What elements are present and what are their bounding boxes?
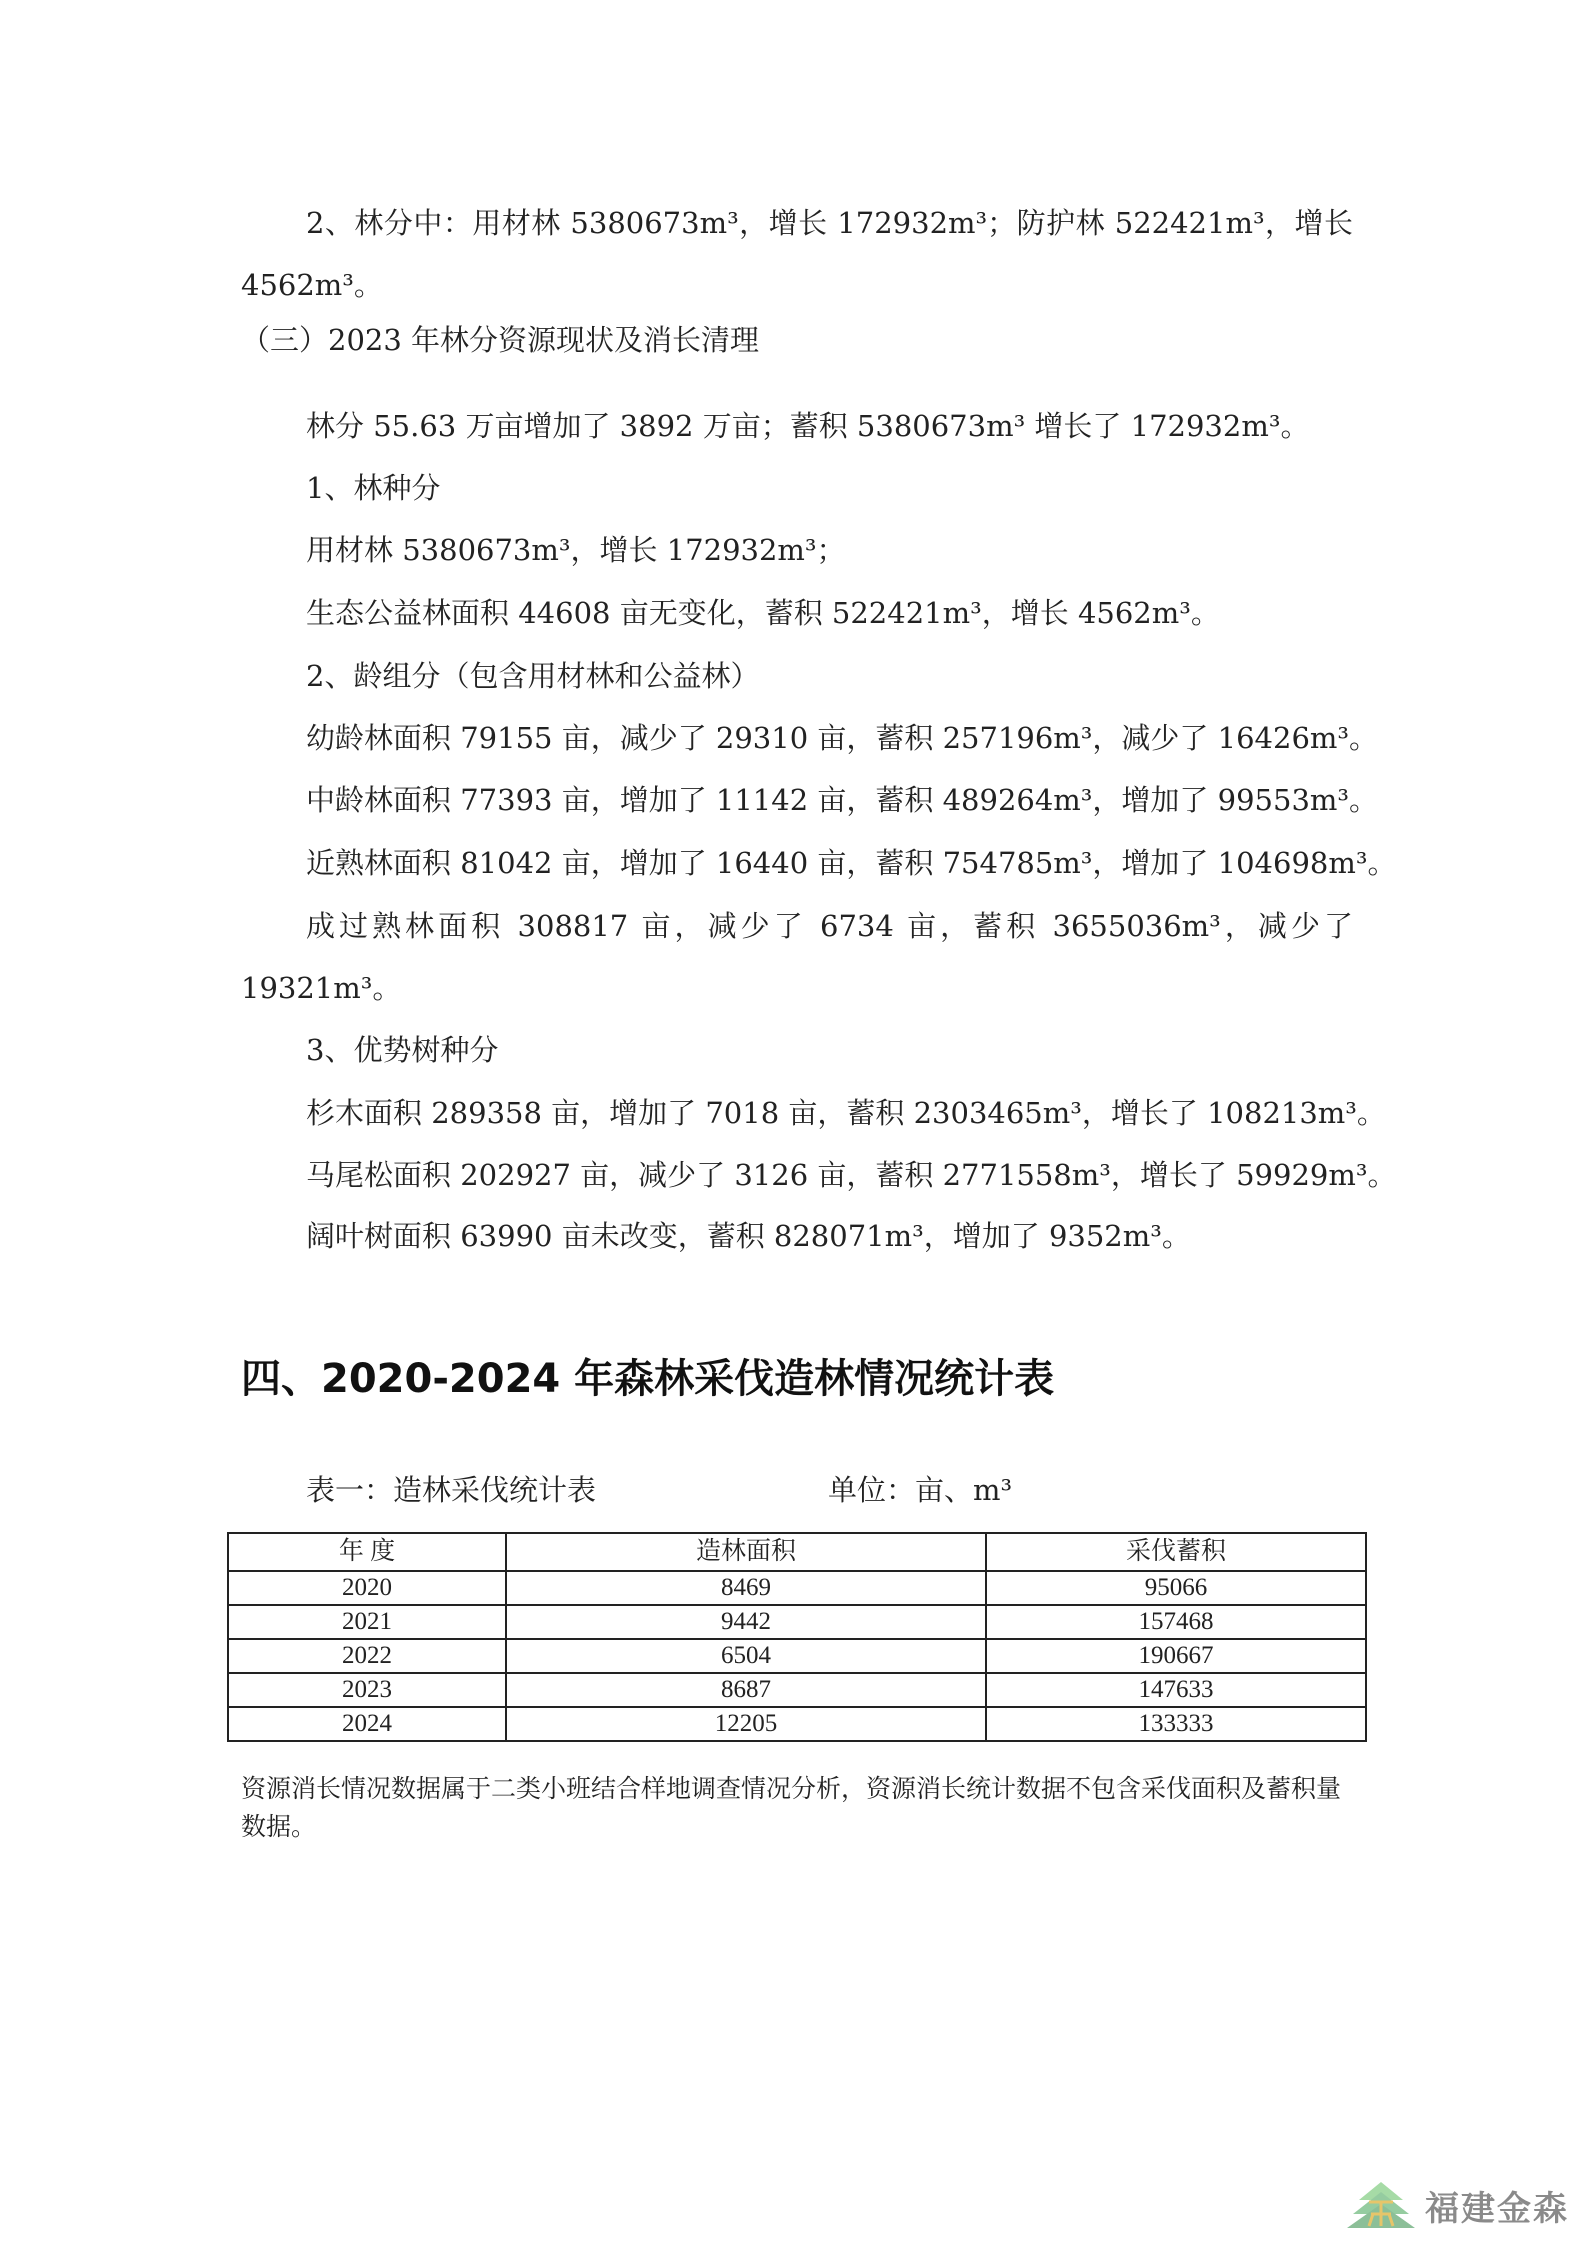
text-line: 幼龄林面积 79155 亩，减少了 29310 亩，蓄积 257196m³，减少了 16426m³。 bbox=[306, 721, 1379, 755]
tree-logo-icon bbox=[1345, 2180, 1417, 2230]
text-line: 用材林 5380673m³，增长 172932m³； bbox=[306, 533, 846, 567]
cell-area: 8469 bbox=[506, 1571, 986, 1605]
table-row bbox=[228, 1571, 1366, 1605]
section-heading: 四、2020-2024 年森林采伐造林情况统计表 bbox=[241, 1356, 1055, 1402]
text-line: 1、林种分 bbox=[306, 471, 441, 505]
mature-forest-paragraph: 成过熟林面积 308817 亩，减少了 6734 亩，蓄积 3655036m³，减少了 19321m³。 bbox=[241, 909, 1353, 1005]
text-line: 阔叶树面积 63990 亩未改变，蓄积 828071m³，增加了 9352m³。 bbox=[306, 1219, 1191, 1253]
table-header-row bbox=[228, 1533, 1366, 1571]
cell-year: 2021 bbox=[228, 1605, 506, 1639]
company-logo bbox=[1345, 2180, 1569, 2230]
cell-area: 9442 bbox=[506, 1605, 986, 1639]
header-harvest-volume: 采伐蓄积 bbox=[986, 1533, 1366, 1571]
text-line: 2、龄组分（包含用材林和公益林） bbox=[306, 659, 760, 693]
table-unit: 单位：亩、m³ bbox=[828, 1473, 1013, 1507]
afforestation-harvest-table bbox=[227, 1532, 1367, 1742]
table-row bbox=[228, 1707, 1366, 1741]
section2-paragraph: 2、林分中：用材林 5380673m³，增长 172932m³；防护林 522421m³，增长 4562m³。 bbox=[241, 206, 1353, 302]
text-line: 3、优势树种分 bbox=[306, 1033, 499, 1067]
cell-volume: 157468 bbox=[986, 1605, 1366, 1639]
logo-text: 福建金森 bbox=[1425, 2188, 1569, 2229]
cell-area: 8687 bbox=[506, 1673, 986, 1707]
cell-volume: 147633 bbox=[986, 1673, 1366, 1707]
text-line: 近熟林面积 81042 亩，增加了 16440 亩，蓄积 754785m³，增加了 104698m³。 bbox=[306, 846, 1397, 880]
cell-year: 2020 bbox=[228, 1571, 506, 1605]
text-line: 马尾松面积 202927 亩，减少了 3126 亩，蓄积 2771558m³，增长了 59929m³。 bbox=[306, 1158, 1397, 1192]
cell-year: 2023 bbox=[228, 1673, 506, 1707]
cell-year: 2022 bbox=[228, 1639, 506, 1673]
table-row bbox=[228, 1673, 1366, 1707]
header-afforestation-area: 造林面积 bbox=[506, 1533, 986, 1571]
text-line: 生态公益林面积 44608 亩无变化，蓄积 522421m³，增长 4562m³。 bbox=[306, 596, 1220, 630]
table-caption: 表一：造林采伐统计表 bbox=[306, 1473, 597, 1507]
cell-year: 2024 bbox=[228, 1707, 506, 1741]
text-line: 杉木面积 289358 亩，增加了 7018 亩，蓄积 2303465m³，增长了 108213m³。 bbox=[306, 1096, 1386, 1130]
subsection-title: （三）2023 年林分资源现状及消长清理 bbox=[241, 323, 760, 357]
data-note: 资源消长情况数据属于二类小班结合样地调查情况分析，资源消长统计数据不包含采伐面积及蓄积量数据。 bbox=[241, 1774, 1342, 1841]
cell-area: 6504 bbox=[506, 1639, 986, 1673]
text-line: 中龄林面积 77393 亩，增加了 11142 亩，蓄积 489264m³，增加了 99553m³。 bbox=[306, 783, 1379, 817]
cell-area: 12205 bbox=[506, 1707, 986, 1741]
table-row bbox=[228, 1605, 1366, 1639]
cell-volume: 95066 bbox=[986, 1571, 1366, 1605]
cell-volume: 190667 bbox=[986, 1639, 1366, 1673]
header-year: 年 度 bbox=[228, 1533, 506, 1571]
table-row bbox=[228, 1639, 1366, 1673]
cell-volume: 133333 bbox=[986, 1707, 1366, 1741]
text-line: 林分 55.63 万亩增加了 3892 万亩；蓄积 5380673m³ 增长了 172932m³。 bbox=[306, 409, 1310, 443]
